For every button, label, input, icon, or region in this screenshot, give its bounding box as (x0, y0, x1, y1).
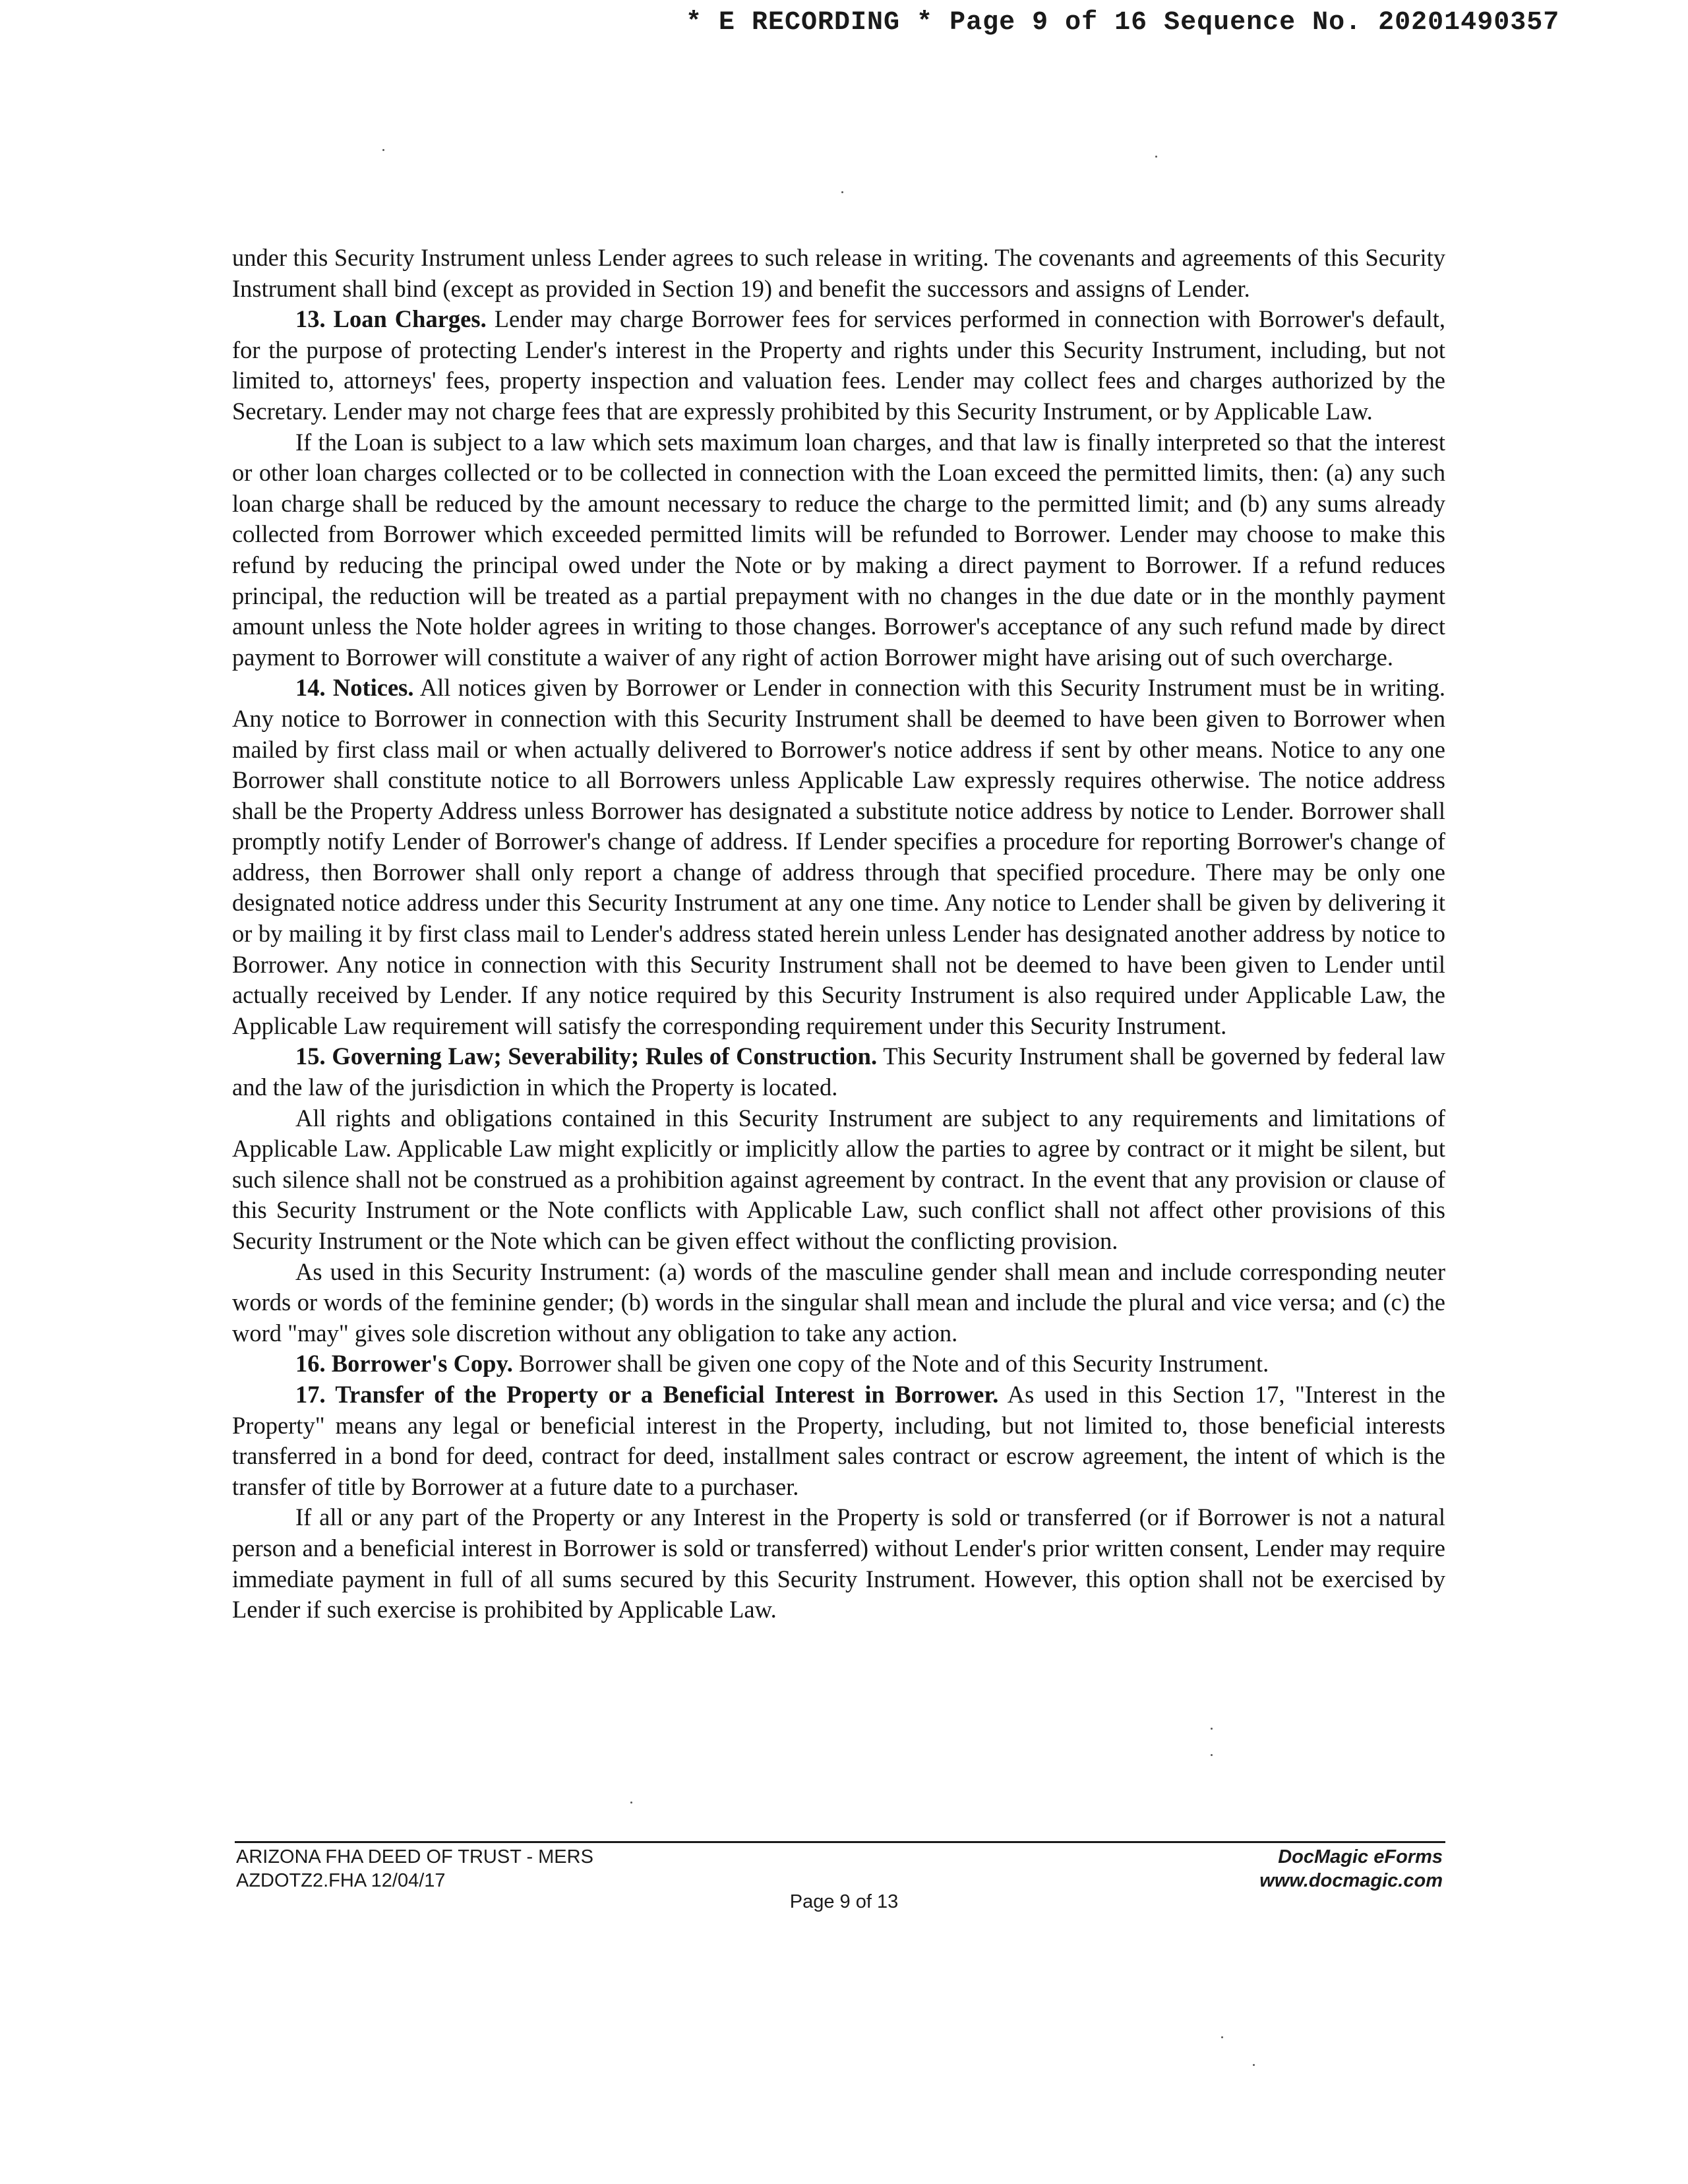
section-heading: 15. Governing Law; Severability; Rules of Construction. (295, 1043, 878, 1070)
scan-speck (1211, 1728, 1213, 1730)
scan-speck (1221, 2036, 1223, 2038)
scan-speck (1211, 1754, 1213, 1756)
paragraph-continuation: under this Security Instrument unless Lender agrees to such release in writing. The covenants and agreements of this Security Instrument shall bind (except as provided in Section 19) and benefit the successors and assigns of Lender. (232, 244, 1445, 302)
scan-speck (630, 1802, 632, 1804)
form-title: ARIZONA FHA DEED OF TRUST - MERS (236, 1846, 593, 1867)
section-heading: 17. Transfer of the Property or a Beneficial Interest in Borrower. (295, 1380, 999, 1408)
section-13-loan-charges (232, 304, 1445, 427)
section-13-paragraph-2: If the Loan is subject to a law which sets maximum loan charges, and that law is finally interpreted so that the interest or other loan charges collected or to be collected in connection with the Loan exceed the permitted limits, then: (a) any such loan charge shall be reduced by the amount necessary to reduce the charge to the permitted limit; and (b) any sums already collected from Borrower which exceeded permitted limits will be refunded to Borrower. Lender may choose to make this refund by reducing the principal owed under the Note or by making a direct payment to Borrower. If a refund reduces principal, the reduction will be treated as a partial prepayment with no changes in the due date or in the monthly payment amount unless the Note holder agrees in writing to those changes. Borrower's acceptance of any such refund made by direct payment to Borrower will constitute a waiver of any right of action Borrower might have arising out of such overcharge. (232, 428, 1445, 671)
footer-form-info (236, 1845, 593, 1893)
section-heading: 14. Notices. (295, 674, 414, 702)
section-15-paragraph-2: All rights and obligations contained in this Security Instrument are subject to any requirements and limitations of Applicable Law. Applicable Law might explicitly or implicitly allow the parties to agree by contract or it might be silent, but such silence shall not be construed as a prohibition against agreement by contract. In the event that any provision or clause of this Security Instrument or the Note conflicts with Applicable Law, such conflict shall not affect other provisions of this Security Instrument or the Note which can be given effect without the conflicting provision. (232, 1104, 1445, 1254)
form-code: AZDOTZ2.FHA 12/04/17 (236, 1870, 446, 1891)
scan-speck (1155, 156, 1157, 158)
scan-speck (1253, 2064, 1255, 2066)
recording-header: * E RECORDING * Page 9 of 16 Sequence No. 20201490357 (686, 8, 1560, 38)
section-heading: 13. Loan Charges. (295, 305, 487, 333)
section-16-borrowers-copy (232, 1349, 1445, 1380)
vendor-name: DocMagic eForms (1278, 1846, 1443, 1867)
section-17-transfer (232, 1380, 1445, 1502)
footer-divider (235, 1841, 1445, 1843)
section-text: All notices given by Borrower or Lender in connection with this Security Instrument must be in writing. Any notice to Borrower in connection with this Security Instrument shall be deemed to have been given to Borrower when mailed by first class mail or when actually delivered to Borrower's notice address if sent by other means. Notice to any one Borrower shall constitute notice to all Borrowers unless Applicable Law expressly requires otherwise. The notice address shall be the Property Address unless Borrower has designated a substitute notice address by notice to Lender. Borrower shall promptly notify Lender of Borrower's change of address. If Lender specifies a procedure for reporting Borrower's change of address, then Borrower shall only report a change of address through that specified procedure. There may be only one designated notice address under this Security Instrument at any one time. Any notice to Lender shall be given by delivering it or by mailing it by first class mail to Lender's address stated herein unless Lender has designated another address by notice to Borrower. Any notice in connection with this Security Instrument shall not be deemed to have been given to Lender until actually received by Lender. If any notice required by this Security Instrument is also required under Applicable Law, the Applicable Law requirement will satisfy the corresponding requirement under this Security Instrument. (232, 674, 1445, 1039)
page-number: Page 9 of 13 (789, 1891, 899, 1912)
scan-speck (841, 191, 843, 193)
vendor-url: www.docmagic.com (1259, 1870, 1443, 1891)
document-body (232, 243, 1445, 1625)
section-15-governing-law (232, 1041, 1445, 1103)
section-text: Lender may charge Borrower fees for services performed in connection with Borrower's default, for the purpose of protecting Lender's interest in the Property and rights under this Security Instrument, including, but not limited to, attorneys' fees, property inspection and valuation fees. Lender may collect fees and charges authorized by the Secretary. Lender may not charge fees that are expressly prohibited by this Security Instrument, or by Applicable Law. (232, 305, 1445, 425)
section-text: Borrower shall be given one copy of the Note and of this Security Instrument. (512, 1350, 1269, 1378)
section-heading: 16. Borrower's Copy. (295, 1350, 513, 1378)
section-15-paragraph-3: As used in this Security Instrument: (a) words of the masculine gender shall mean and include corresponding neuter words or words of the feminine gender; (b) words in the singular shall mean and include the plural and vice versa; and (c) the word "may" gives sole discretion without any obligation to take any action. (232, 1258, 1445, 1347)
section-14-notices (232, 673, 1445, 1041)
footer-vendor (1259, 1845, 1443, 1893)
scan-speck (382, 149, 384, 151)
section-text: This Security Instrument shall be governed by federal law and the law of the jurisdiction in which the Property is located. (232, 1043, 1446, 1101)
section-17-paragraph-2: If all or any part of the Property or any Interest in the Property is sold or transferred (or if Borrower is not a natural person and a beneficial interest in Borrower is sold or transferred) without Lender's prior written consent, Lender may require immediate payment in full of all sums secured by this Security Instrument. However, this option shall not be exercised by Lender if such exercise is prohibited by Applicable Law. (232, 1503, 1445, 1623)
section-text: As used in this Section 17, "Interest in the Property" means any legal or beneficial interest in the Property, including, but not limited to, those beneficial interests transferred in a bond for deed, contract for deed, installment sales contract or escrow agreement, the intent of which is the transfer of title by Borrower at a future date to a purchaser. (232, 1380, 1445, 1500)
